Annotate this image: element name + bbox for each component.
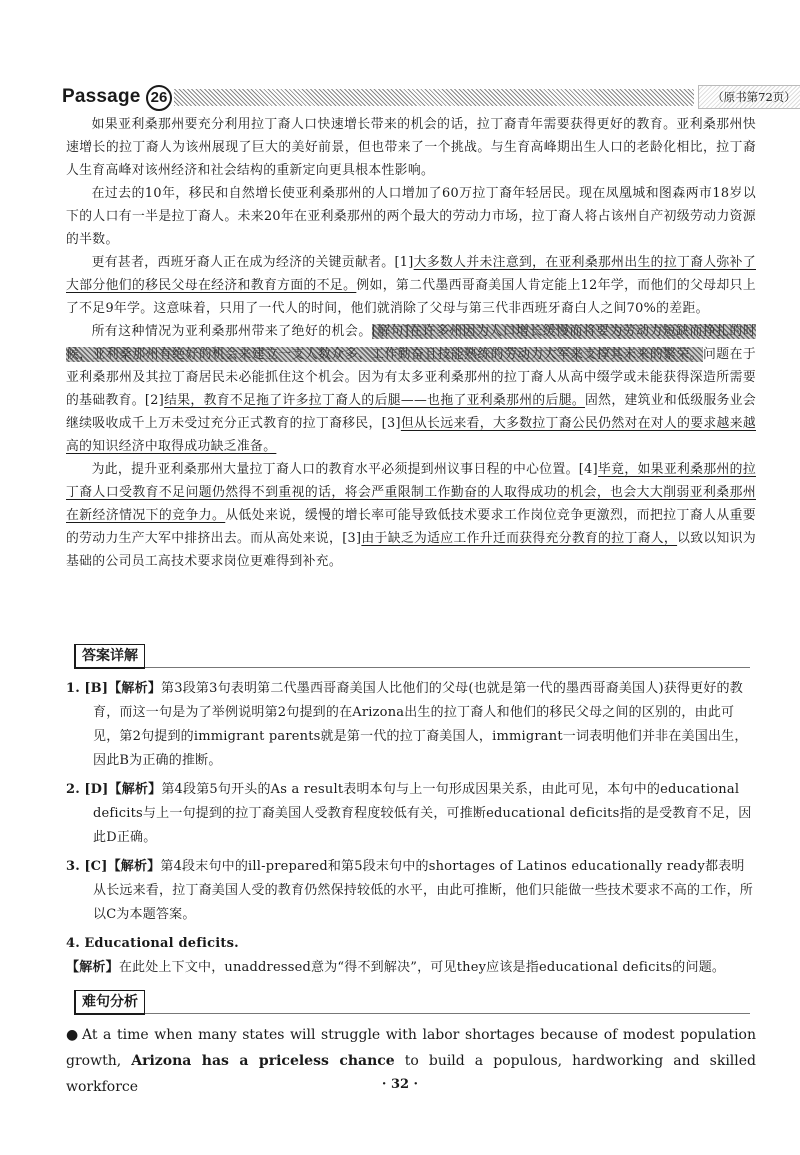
paragraph-3	[66, 251, 756, 320]
answer-number: 2.	[66, 782, 80, 797]
passage-label: Passage	[62, 86, 141, 107]
answer-explanation: 第4段末句中的ill-prepared和第5段末句中的shortages of Latinos educationally ready都表明从长远来看，拉丁裔美国人受的教育仍然保持较低的水平，由此可推断，他们只能做一些技术要求不高的工作，所以C为本题答案。	[93, 859, 754, 922]
bullet-icon: ●	[66, 1027, 79, 1043]
header-hatch-band	[174, 89, 694, 106]
source-reference: （原书第72页）	[698, 85, 800, 109]
answers-divider	[74, 667, 750, 668]
analysis-tag: 【解析】	[66, 960, 119, 975]
paragraph-3-text-b: 例如，第二代墨西哥裔美国人肯定能上12年学，而他们的父母却只上了不足9年学。这意味着，只用了一代人的时间，他们就消除了父母与第三代非西班牙裔白人之间70%的差距。	[66, 278, 757, 316]
answer-key: Educational deficits.	[84, 936, 239, 951]
highlighted-difficult-sentence: [解句]在许多州因为人口增长缓慢而将要为劳动力短缺而挣扎的时候，亚利桑那州有绝好的机会来建立一支人数众多、工作勤奋且技能熟练的劳动力大军来支撑其未来的繁荣。	[66, 324, 756, 362]
answer-item-1	[66, 677, 756, 773]
answer-number: 1.	[66, 681, 80, 696]
answer-item-4	[66, 932, 756, 980]
paragraph-5-text-a: 为此，提升亚利桑那州大量拉丁裔人口的教育水平必须提到州议事日程的中心位置。[4]	[91, 462, 598, 477]
answer-item-3	[66, 855, 756, 927]
passage-number-badge: 26	[146, 85, 172, 111]
answer-number: 4.	[66, 936, 80, 951]
analysis-tag: 【解析】	[108, 681, 162, 696]
underlined-sentence-4: 毕竟，如果亚利桑那州的拉丁裔人口受教育不足问题仍然得不到重视的话，将会严重限制工作勤奋的人取得成功的机会，也会大大削弱亚利桑那州在新经济情况下的竞争力。	[66, 462, 756, 523]
underlined-sentence-3: 但从长远来看，大多数拉丁裔公民仍然对在对人的要求越来越高的知识经济中取得成功缺乏准备。	[66, 416, 756, 454]
sentence-part-a: At a time when many states will struggle with labor shortages because of modest population growth,	[66, 1027, 756, 1069]
answer-explanation: 在此处上下文中，unaddressed意为“得不到解决”，可见they应该是指educational deficits的问题。	[118, 960, 726, 975]
answers-section-title: 答案详解	[74, 644, 145, 669]
sentence-main-clause: Arizona has a priceless chance	[131, 1053, 395, 1069]
answer-number: 3.	[66, 859, 80, 874]
answers-list	[66, 677, 756, 985]
page-number: · 32 ·	[381, 1077, 419, 1092]
answer-key: [B]	[84, 681, 109, 696]
answer-key: [C]	[84, 859, 108, 874]
underlined-sentence-5: 由于缺乏为适应工作升迁而获得充分教育的拉丁裔人，	[361, 531, 678, 546]
analysis-section-title: 难句分析	[74, 990, 145, 1015]
paragraph-5	[66, 458, 756, 573]
paragraph-4-text-b: 问题在于亚利桑那州及其拉丁裔居民未必能抓住这个机会。因为有太多亚利桑那州的拉丁裔人从高中缀学或未能获得深造所需要的基础教育。[2]	[66, 347, 756, 408]
analysis-tag: 【解析】	[107, 859, 161, 874]
paragraph-4-text-c: 固然，建筑业和低级服务业会继续吸收成千上万未受过充分正式教育的拉丁裔移民，[3]	[66, 393, 757, 431]
paragraph-4-text-a: 所有这种情况为亚利桑那州带来了绝好的机会。	[91, 324, 372, 339]
underlined-sentence-1: 大多数人并未注意到，在亚利桑那州出生的拉丁裔人弥补了大部分他们的移民父母在经济和教育方面的不足。	[66, 255, 756, 293]
passage-translation	[66, 113, 756, 573]
underlined-sentence-2: 结果，教育不足拖了许多拉丁裔人的后腿——也拖了亚利桑那州的后腿。	[164, 393, 586, 408]
sentence-part-c: to build a populous, hardworking and skilled workforce	[66, 1053, 757, 1095]
paragraph-4	[66, 320, 756, 458]
answer-item-2	[66, 778, 756, 850]
paragraph-1: 如果亚利桑那州要充分利用拉丁裔人口快速增长带来的机会的话，拉丁裔青年需要获得更好的教育。亚利桑那州快速增长的拉丁裔人为该州展现了巨大的美好前景，但也带来了一个挑战。与生育高峰期出生人口的老龄化相比，拉丁裔人生育高峰对该州经济和社会结构的重新定向更具根本性影响。	[66, 117, 756, 178]
answer-explanation: 第3段第3句表明第二代墨西哥裔美国人比他们的父母(也就是第一代的墨西哥裔美国人)获得更好的教育，而这一句是为了举例说明第2句提到的在Arizona出生的拉丁裔人和他们的移民父母之间的区别的，由此可见，第2句提到的immigrant parents就是第一代的拉丁裔美国人，immigrant一词表明他们并非在美国出生，因此B为正确的推断。	[93, 681, 748, 768]
paragraph-5-text-c: 以致以知识为基础的公司员工高技术要求岗位更难得到补充。	[66, 531, 756, 569]
analysis-tag: 【解析】	[108, 782, 162, 797]
answer-explanation: 第4段第5句开头的As a result表明本句与上一句形成因果关系，由此可见，本句中的educational deficits与上一句提到的拉丁裔美国人受教育程度较低有关，可推断educational deficits指的是受教育不足，因此D正确。	[93, 782, 752, 845]
paragraph-2: 在过去的10年，移民和自然增长使亚利桑那州的人口增加了60万拉丁裔年轻居民。现在凤凰城和图森两市18岁以下的人口有一半是拉丁裔人。未来20年在亚利桑那州的两个最大的劳动力市场，拉丁裔人将占该州自产初级劳动力资源的半数。	[66, 186, 756, 247]
answer-key: [D]	[84, 782, 109, 797]
passage-header	[62, 84, 796, 110]
paragraph-3-text-a: 更有甚者，西班牙裔人正在成为经济的关键贡献者。[1]	[91, 255, 414, 270]
analysis-divider	[74, 1013, 750, 1014]
paragraph-5-text-b: 从低处来说，缓慢的增长率可能导致低技术要求工作岗位竞争更激烈，而把拉丁裔人从重要的劳动力生产大军中排挤出去。而从高处来说，[3]	[66, 508, 757, 546]
